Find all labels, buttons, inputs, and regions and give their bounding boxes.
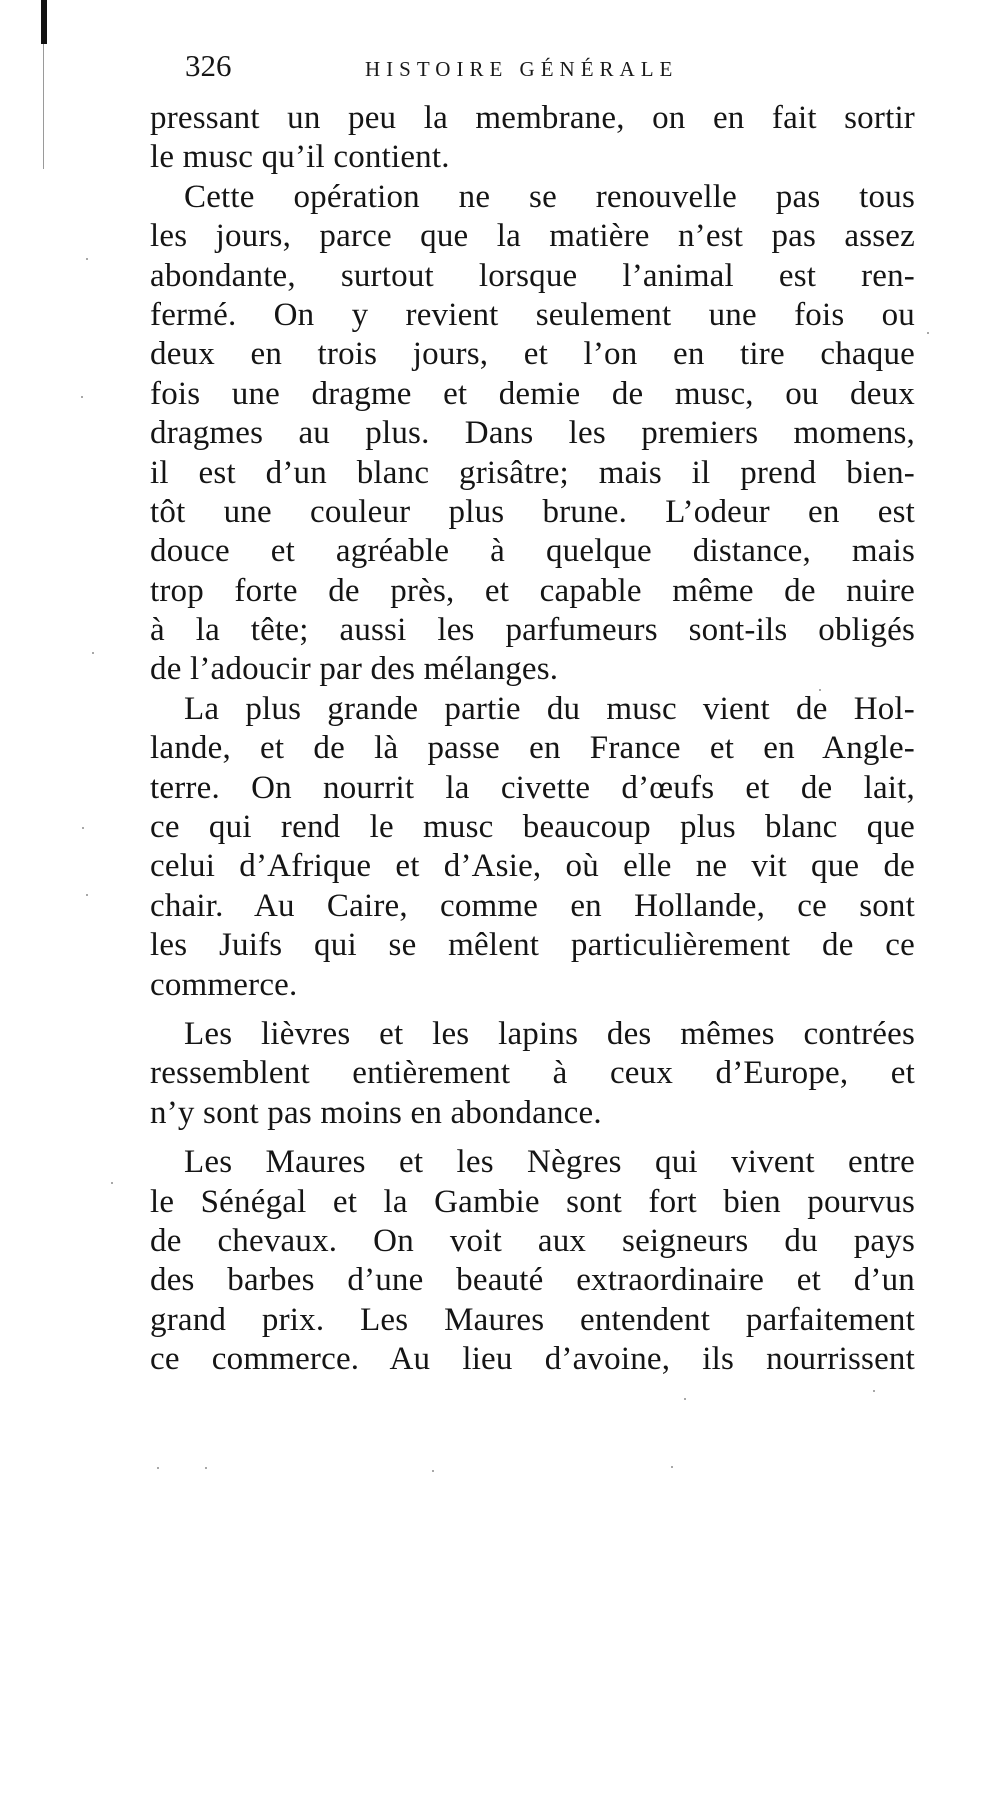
scan-speck	[157, 1467, 159, 1469]
text-line: deux en trois jours, et l’on en tire chaque	[150, 336, 915, 373]
page-header	[185, 42, 805, 92]
text-line: chair. Au Caire, comme en Hollande, ce sont	[150, 887, 915, 924]
text-line: abondante, surtout lorsque l’animal est ren-	[150, 257, 915, 294]
text-line: des barbes d’une beauté extraordinaire et d’un	[150, 1262, 915, 1299]
scan-speck	[927, 332, 929, 334]
paragraph-gap	[150, 1005, 915, 1015]
text-line: lande, et de là passe en France et en Angle-	[150, 730, 915, 767]
text-line: il est d’un blanc grisâtre; mais il prend bien-	[150, 454, 915, 491]
page-number: 326	[185, 48, 232, 83]
text-line: trop forte de près, et capable même de nuire	[150, 572, 915, 609]
text-line: La plus grande partie du musc vient de Hol-	[184, 690, 915, 727]
text-line: tôt une couleur plus brune. L’odeur en est	[150, 493, 915, 530]
text-line: dragmes au plus. Dans les premiers momens,	[150, 415, 915, 452]
scan-speck	[82, 827, 84, 829]
text-line: de chevaux. On voit aux seigneurs du pays	[150, 1222, 915, 1259]
text-line: le musc qu’il contient.	[150, 139, 450, 176]
scan-speck	[819, 689, 821, 691]
scan-margin-line	[43, 44, 44, 169]
text-line: Les Maures et les Nègres qui vivent entre	[184, 1144, 915, 1181]
scan-speck	[671, 1466, 673, 1468]
scan-speck	[81, 396, 83, 398]
text-line: le Sénégal et la Gambie sont fort bien pourvus	[150, 1183, 915, 1220]
text-line: de l’adoucir par des mélanges.	[150, 651, 559, 688]
scan-speck	[92, 652, 94, 654]
running-title: HISTOIRE GÉNÉRALE	[365, 57, 679, 81]
scan-speck	[86, 258, 88, 260]
text-line: à la tête; aussi les parfumeurs sont-ils obligés	[150, 612, 915, 649]
scan-edge-mark	[41, 0, 47, 44]
text-line: ce commerce. Au lieu d’avoine, ils nourrissent	[150, 1341, 915, 1378]
scan-speck	[111, 1182, 113, 1184]
text-line: Cette opération ne se renouvelle pas tous	[184, 178, 915, 215]
paragraph-gap	[150, 1133, 915, 1143]
body-text	[150, 99, 915, 1380]
scan-speck	[873, 1390, 875, 1392]
text-line: commerce.	[150, 966, 298, 1003]
scan-speck	[432, 1470, 434, 1472]
text-line: les Juifs qui se mêlent particulièrement de ce	[150, 927, 915, 964]
text-line: celui d’Afrique et d’Asie, où elle ne vit que de	[150, 848, 915, 885]
text-line: ce qui rend le musc beaucoup plus blanc que	[150, 809, 915, 846]
text-line: fermé. On y revient seulement une fois ou	[150, 296, 915, 333]
scan-speck	[684, 1398, 686, 1400]
scan-speck	[86, 894, 88, 896]
text-line: ressemblent entièrement à ceux d’Europe, et	[150, 1055, 915, 1092]
text-line: terre. On nourrit la civette d’œufs et de lait,	[150, 769, 915, 806]
text-line: douce et agréable à quelque distance, mais	[150, 533, 915, 570]
text-line: pressant un peu la membrane, on en fait sortir	[150, 100, 915, 136]
text-line: n’y sont pas moins en abondance.	[150, 1094, 602, 1131]
scan-speck	[205, 1467, 207, 1469]
text-line: Les lièvres et les lapins des mêmes contrées	[184, 1015, 915, 1052]
text-line: grand prix. Les Maures entendent parfaitement	[150, 1301, 915, 1338]
text-line: fois une dragme et demie de musc, ou deux	[150, 375, 915, 412]
text-line: les jours, parce que la matière n’est pas assez	[150, 218, 915, 255]
